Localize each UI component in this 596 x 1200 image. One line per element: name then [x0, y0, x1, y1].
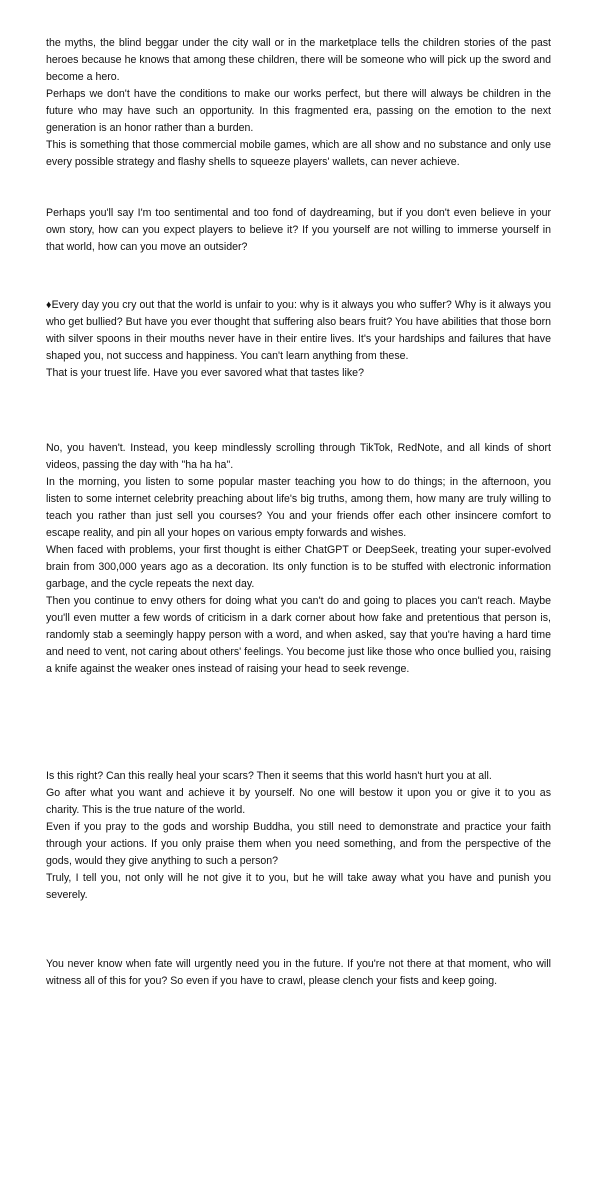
sentence-blind-beggar: the myths, the blind beggar under the city wall or in the marketplace tells the children stories of the past heroes because he knows that among these children, there will be someone who will pick up the sword and become a hero.	[46, 37, 551, 83]
paragraph-fate	[46, 956, 551, 990]
sentence-keep-going: You never know when fate will urgently need you in the future. If you're not there at that moment, who will witness all of this for you? So even if you have to crawl, please clench your fists and keep going.	[46, 958, 551, 987]
sentence-world-unfair: ♦Every day you cry out that the world is unfair to you: why is it always you who suffer? Why is it always you who get bullied? But have you ever thought that suffering also bears fruit? You have abilities that those born with silver spoons in their mouths never have in their entire lives. It's your hardships and failures that have shaped you, not success and happiness. You can't learn anything from these.	[46, 299, 551, 362]
paragraph-heroes-myths	[46, 35, 551, 171]
paragraph-sentimental	[46, 205, 551, 256]
sentence-mobile-games: This is something that those commercial mobile games, which are all show and no substance and only use every possible strategy and flashy shells to squeeze players' wallets, can never achieve.	[46, 139, 551, 168]
sentence-envy-others: Then you continue to envy others for doing what you can't do and going to places you can't reach. Maybe you'll even mutter a few words of criticism in a dark corner about how fake and pretentious that person is, randomly stab a seemingly happy person with a word, and when asked, say that you're having a hard time and need to vent, not caring about others' feelings. You become just like those who once bullied you, raising a knife against the weaker ones instead of raising your head to seek revenge.	[46, 595, 551, 675]
sentence-go-after: Go after what you want and achieve it by yourself. No one will bestow it upon you or give it to you as charity. This is the true nature of the world.	[46, 787, 551, 816]
sentence-truest-life: That is your truest life. Have you ever savored what that tastes like?	[46, 367, 364, 379]
sentence-believe-story: Perhaps you'll say I'm too sentimental and too fond of daydreaming, but if you don't even believe in your own story, how can you expect players to believe it? If you yourself are not willing to immerse yourself in that world, how can you move an outsider?	[46, 207, 551, 253]
sentence-truly: Truly, I tell you, not only will he not give it to you, but he will take away what you have and punish you severely.	[46, 872, 551, 901]
sentence-chatgpt-deepseek: When faced with problems, your first thought is either ChatGPT or DeepSeek, treating your super-evolved brain from 300,000 years ago as a decoration. Its only function is to be stuffed with electronic information garbage, and the cycle repeats the next day.	[46, 544, 551, 590]
paragraph-suffering	[46, 297, 551, 382]
sentence-pray-gods: Even if you pray to the gods and worship Buddha, you still need to demonstrate and practice your faith through your actions. If you only praise them when you need something, and from the perspective of the gods, would they give anything to such a person?	[46, 821, 551, 867]
sentence-scrolling: No, you haven't. Instead, you keep mindlessly scrolling through TikTok, RedNote, and all kinds of short videos, passing the day with "ha ha ha".	[46, 442, 551, 471]
sentence-masters-celebrities: In the morning, you listen to some popular master teaching you how to do things; in the afternoon, you listen to some internet celebrity preaching about life's big truths, among them, how many are truly willing to teach you rather than just sell you courses? You and your friends offer each other insincere comfort to escape reality, and pin all your hopes on various empty forwards and wishes.	[46, 476, 551, 539]
paragraph-short-videos	[46, 440, 551, 678]
sentence-is-this-right: Is this right? Can this really heal your scars? Then it seems that this world hasn't hurt you at all.	[46, 770, 492, 782]
sentence-future-children: Perhaps we don't have the conditions to make our works perfect, but there will always be children in the future who may have such an opportunity. In this fragmented era, passing on the emotion to the next generation is an honor rather than a burden.	[46, 88, 551, 134]
paragraph-heal-scars	[46, 768, 551, 904]
